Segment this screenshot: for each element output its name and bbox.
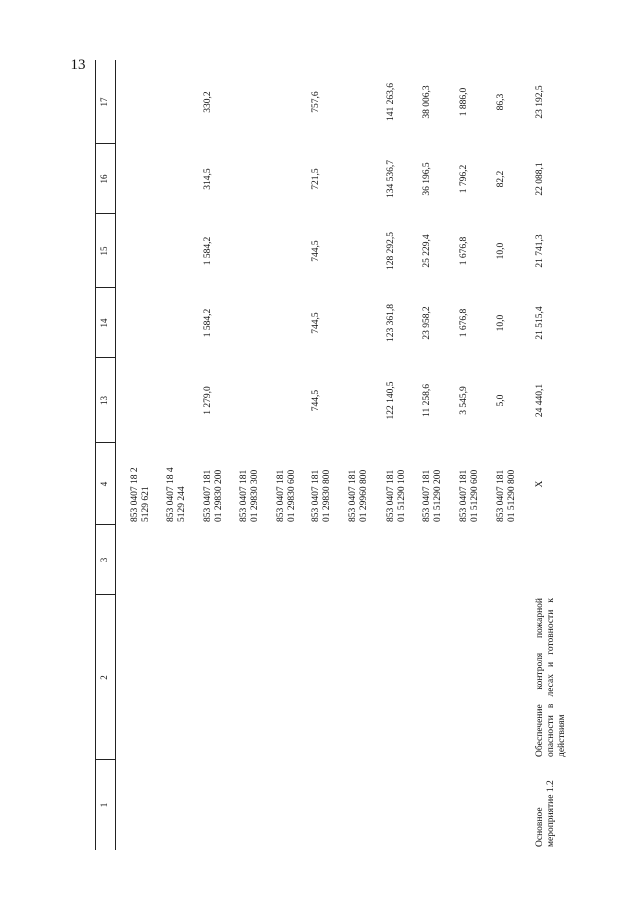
column-header-c17: 17 xyxy=(99,97,109,107)
table-cell-c14: 123 361,8 xyxy=(386,304,396,342)
column-header-c2: 2 xyxy=(99,675,109,680)
table-cell-c17: 86,3 xyxy=(496,93,506,111)
column-header-c3: 3 xyxy=(99,557,109,563)
table-cell-c14: 10,0 xyxy=(496,314,506,332)
table-cell-c13: 3 545,9 xyxy=(459,386,469,415)
table-cell-c14: 21 515,4 xyxy=(535,306,545,340)
table-cell-c4: 853 0407 18 2 5129 621 xyxy=(130,467,151,522)
table-cell-c4: Х xyxy=(535,480,545,488)
table-cell-c4: 853 0407 181 01 29830 300 xyxy=(239,469,260,522)
table-cell-c17: 141 263,6 xyxy=(386,83,396,121)
table-cell-c14: 23 958,2 xyxy=(422,306,432,340)
table-cell-c15: 1 676,8 xyxy=(459,236,469,266)
table-cell-c16: 82,2 xyxy=(496,170,506,188)
table-cell-c16: 1 796,2 xyxy=(459,164,469,194)
table-cell-c16: 22 088,1 xyxy=(535,162,545,196)
table-cell-c15: 21 741,3 xyxy=(535,234,545,268)
column-header-c4: 4 xyxy=(99,481,109,487)
table-cell-c17: 38 006,3 xyxy=(422,85,432,119)
table-cell-c15: 1 584,2 xyxy=(203,236,213,266)
table-cell-c1: Основное мероприятие 1.2 xyxy=(535,780,556,847)
table-cell-c15: 25 229,4 xyxy=(422,234,432,268)
column-header-c1: 1 xyxy=(99,802,109,808)
table-cell-c13: 1 279,0 xyxy=(203,386,213,415)
table-cell-c4: 853 0407 181 01 51290 800 xyxy=(496,469,517,522)
table-cell-c4: 853 0407 181 01 51290 200 xyxy=(422,469,443,522)
rotated-table xyxy=(95,60,585,850)
column-header-c15: 15 xyxy=(99,246,109,256)
table-cell-c13: 5,0 xyxy=(496,394,506,407)
column-header-c13: 13 xyxy=(99,396,109,405)
table-top-border xyxy=(95,60,96,850)
table-cell-c17: 757,6 xyxy=(311,91,321,113)
table-cell-c4: 853 0407 181 01 29830 600 xyxy=(276,469,297,522)
table-cell-c13: 11 258,6 xyxy=(422,384,432,417)
table-cell-c4: 853 0407 18 4 5129 244 xyxy=(166,467,187,522)
table-cell-c17: 330,2 xyxy=(203,91,213,113)
table-cell-c4: 853 0407 181 01 29830 200 xyxy=(203,469,224,522)
table-cell-c15: 10,0 xyxy=(496,242,506,260)
table-cell-c17: 23 192,5 xyxy=(535,85,545,119)
table-cell-c4: 853 0407 181 01 29960 800 xyxy=(348,469,369,522)
table-cell-c16: 721,5 xyxy=(311,168,321,190)
table-cell-c13: 122 140,5 xyxy=(386,381,396,420)
column-header-c16: 16 xyxy=(99,174,109,184)
table-cell-c2: Обеспечение контроля пожарной опасности в лесах и готовности к действиям xyxy=(535,598,567,757)
page-number: 13 xyxy=(70,57,86,73)
table-cell-c4: 853 0407 181 01 51290 100 xyxy=(386,469,407,522)
table-cell-c17: 1 886,0 xyxy=(459,87,469,117)
column-header-c14: 14 xyxy=(99,318,109,328)
table-cell-c4: 853 0407 181 01 51290 600 xyxy=(459,469,480,522)
table-cell-c14: 1 584,2 xyxy=(203,308,213,338)
table-cell-c13: 24 440,1 xyxy=(535,383,545,418)
table-cell-c15: 128 292,5 xyxy=(386,232,396,270)
table-cell-c13: 744,5 xyxy=(311,389,321,412)
table-cell-c16: 36 196,5 xyxy=(422,162,432,196)
table-cell-c4: 853 0407 181 01 29830 800 xyxy=(311,469,332,522)
table-cell-c14: 1 676,8 xyxy=(459,308,469,338)
table-cell-c14: 744,5 xyxy=(311,312,321,334)
table-cell-c16: 314,5 xyxy=(203,168,213,190)
header-bottom-border xyxy=(115,60,116,850)
table-cell-c15: 744,5 xyxy=(311,240,321,262)
table-cell-c16: 134 536,7 xyxy=(386,160,396,198)
